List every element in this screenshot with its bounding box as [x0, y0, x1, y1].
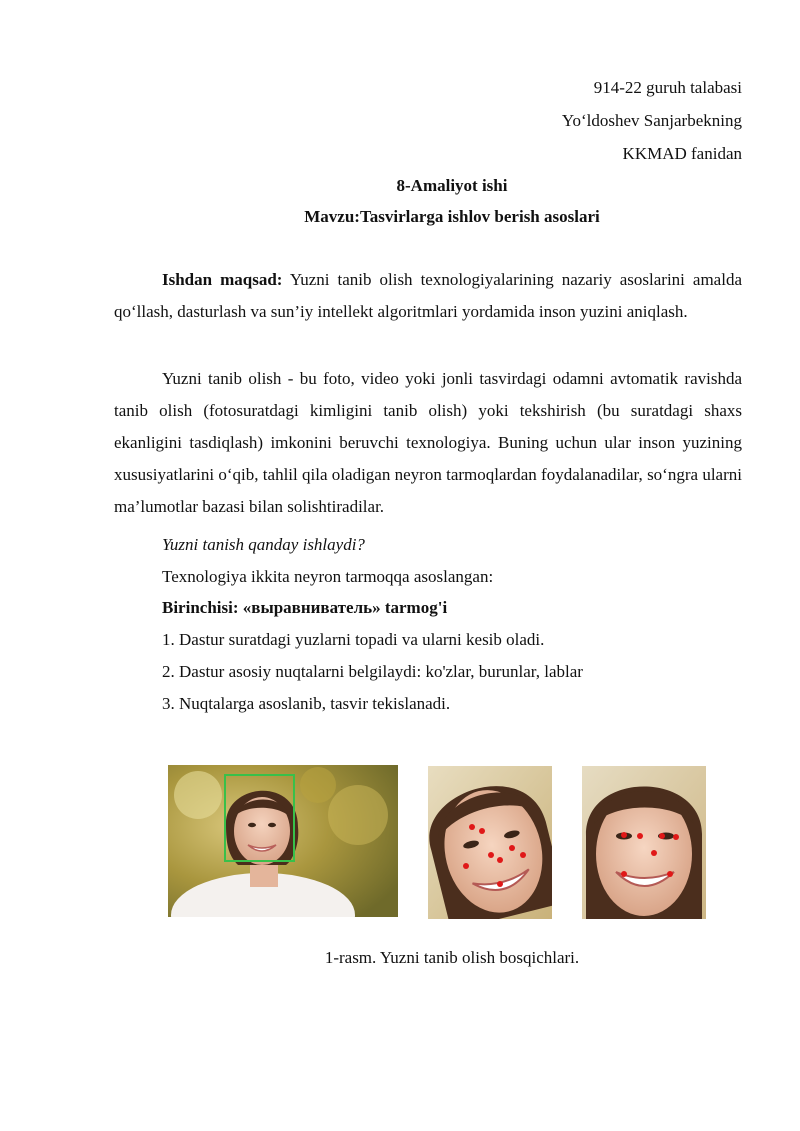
figure-caption: 1-rasm. Yuzni tanib olish bosqichlari.: [324, 948, 580, 967]
page-title: 8-Amaliyot ishi: [396, 176, 508, 195]
header-subject: KKMAD fanidan: [622, 144, 742, 163]
goal-label: Ishdan maqsad:: [162, 270, 283, 289]
page-subtitle: Mavzu:Tasvirlarga ishlov berish asoslari: [304, 207, 600, 226]
question-heading: Yuzni tanish qanday ishlaydi?: [162, 535, 365, 554]
first-network-heading: Birinchisi: «выравниватель» tarmog'i: [162, 598, 448, 617]
tech-sentence: Texnologiya ikkita neyron tarmoqqa asoslangan:: [162, 567, 494, 586]
goal-text: Yuzni tanib olish texnologiyalarining nazariy asoslarini amalda qo‘llash, dasturlash va sun’iy intellekt algoritmlari yordamida inson yuzini aniqlash.: [114, 270, 742, 321]
step-item: 3. Nuqtalarga asoslanib, tasvir tekislanadi.: [162, 694, 451, 713]
goal-paragraph: [114, 264, 742, 328]
header-group-line: 914-22 guruh talabasi: [593, 78, 742, 97]
step-item: 1. Dastur suratdagi yuzlarni topadi va ularni kesib oladi.: [162, 630, 545, 649]
aligned-face-image: [582, 766, 706, 919]
face-landmarks-image: [428, 766, 552, 919]
face-detection-image: [168, 765, 398, 917]
step-item: 2. Dastur asosiy nuqtalarni belgilaydi: ko'zlar, burunlar, lablar: [162, 662, 583, 681]
intro-paragraph: Yuzni tanib olish - bu foto, video yoki jonli tasvirdagi odamni avtomatik ravishda tanib olish (fotosuratdagi kimligini tanib olish) yoki tekshirish (bu suratdagi shaxs ekanligini tasdiqlash) imkonini beruvchi texnologiya. Buning uchun ular inson yuzining xususiyatlarini o‘qib, tahlil qila oladigan neyron tarmoqlardan foydalanadilar, so‘ngra ularni ma’lumotlar bazasi bilan solishtiradilar.: [114, 369, 742, 516]
header-student-name: Yo‘ldoshev Sanjarbekning: [561, 111, 742, 130]
